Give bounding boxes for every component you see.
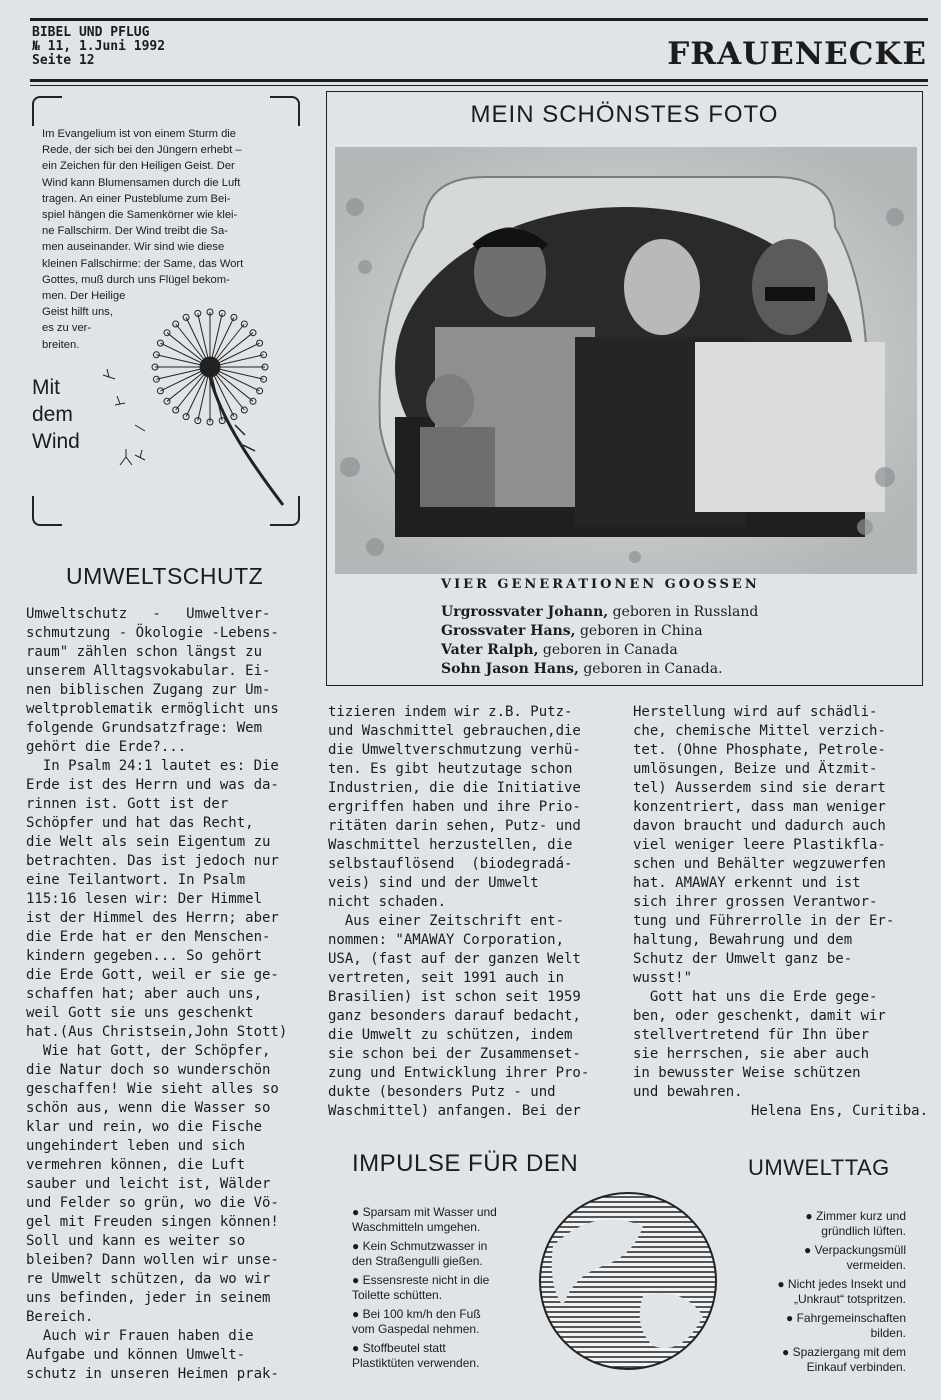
caption-name: Urgrossvater Johann,	[441, 604, 609, 620]
issue-number: № 11, 1.Juni 1992	[32, 39, 166, 54]
impulse-item-line2: bilden.	[870, 1326, 906, 1340]
impulse-item-line1	[726, 1311, 906, 1326]
impulse-item-line2: vermeiden.	[846, 1258, 906, 1272]
caption-line	[441, 641, 678, 660]
family-photo-image	[335, 147, 917, 574]
poem-line: spiel hängen die Samenkörner wie klei-	[42, 209, 238, 222]
family-photo	[335, 147, 917, 574]
article-column-3: Herstellung wird auf schädli- che, chemische Mittel verzich- tet. (Ohne Phosphate, Petrole- umlösungen, Beize und Ätzmit- tel) Ausserdem sind sie derart konzentriert, dass man weniger davon braucht und dadurch auch viel weniger leere Plastikfla- schen und Behälter wegzuwerfen hat. AMAWAY erkennt und ist sich ihrer grossen Verantwor- tung und Führerrolle in der Er- haltung, Bewahrung und dem Schutz der Umwelt ganz be- wusst!" Gott hat uns die Erde gege- ben, oder geschenkt, damit wir stellvertretend für Ihn über sie herrschen, sie aber auch in bewusster Weise schützen und bewahren. Helena Ens, Curitiba.	[633, 704, 929, 1119]
bullet-icon: ●	[352, 1341, 363, 1355]
poem-line: kleinen Fallschirme: der Same, das Wort	[42, 257, 244, 270]
impulse-item-text: Stoffbeutel statt	[362, 1341, 446, 1355]
impulse-item-line1	[352, 1307, 542, 1322]
publication-name: BIBEL UND PFLUG	[32, 25, 150, 40]
bullet-icon: ●	[777, 1277, 788, 1291]
bullet-icon: ●	[352, 1307, 363, 1321]
poem-line: tragen. An einer Pusteblume zum Bei-	[42, 192, 231, 205]
corner-bracket-bl	[32, 496, 62, 526]
impulse-item	[352, 1273, 542, 1303]
impulse-list-left	[352, 1205, 542, 1375]
caption-name: Vater Ralph,	[441, 642, 539, 658]
impulse-item-line2: vom Gaspedal nehmen.	[352, 1322, 480, 1336]
impulse-item	[726, 1277, 906, 1307]
impulse-item-text: Bei 100 km/h den Fuß	[362, 1307, 481, 1321]
impulse-item-line2: den Straßengulli gießen.	[352, 1254, 483, 1268]
globe-icon	[533, 1186, 723, 1376]
bullet-icon: ●	[782, 1345, 793, 1359]
poem-line: men auseinander. Wir sind wie diese	[42, 241, 225, 254]
impulse-item-line1	[352, 1205, 542, 1220]
impulse-item-line2: Einkauf verbinden.	[806, 1360, 906, 1374]
caption-name: Sohn Jason Hans,	[441, 661, 579, 677]
caption-detail: geboren in Russland	[608, 604, 759, 620]
impulse-item-text: Nicht jedes Insekt und	[787, 1277, 906, 1291]
header-top-rule	[30, 18, 928, 21]
header-bottom-rule-thin	[30, 85, 928, 86]
poem-line: Wind kann Blumensamen durch die Luft	[42, 176, 241, 189]
poem-line: breiten.	[42, 338, 80, 351]
caption-line	[441, 622, 703, 641]
wind-title-line: dem	[32, 403, 73, 426]
impulse-item-text: Zimmer kurz und	[815, 1209, 906, 1223]
bullet-icon: ●	[786, 1311, 797, 1325]
poem-line: es zu ver-	[42, 322, 92, 335]
impulse-item	[726, 1345, 906, 1375]
photo-box-title: MEIN SCHÖNSTES FOTO	[470, 101, 779, 128]
article-column-2: tizieren indem wir z.B. Putz- und Waschmittel gebrauchen,die die Umweltverschmutzung verhü- ten. Es gibt heutzutage schon Industrien, die die Initiative ergriffen haben und ihre Prio- ritäten darin sehen, Putz- und Waschmittel herzustellen, die selbstauflösend (biodegradá- veis) sind und der Umwelt nicht schaden. Aus einer Zeitschrift ent- nommen: "AMAWAY Corporation, USA, (fast auf der ganzen Welt vertreten, seit 1991 auch in Brasilien) ist schon seit 1959 ganz besonders darauf bedacht, die Umwelt zu schützen, indem sie schon bei der Zusammenset- zung und Entwicklung ihrer Pro- dukte (besonders Putz - und Waschmittel) anfangen. Bei der	[328, 704, 590, 1119]
impulse-heading-right: UMWELTTAG	[748, 1155, 890, 1180]
poem-line: Im Evangelium ist von einem Sturm die	[42, 128, 236, 140]
impulse-item-line1	[726, 1209, 906, 1224]
impulse-item	[726, 1243, 906, 1273]
poem-line: Geist hilft uns,	[42, 306, 113, 319]
impulse-item-text: Verpackungsmüll	[814, 1243, 906, 1257]
poem-line: Rede, der sich bei den Jüngern erhebt –	[42, 144, 242, 157]
impulse-item-line1	[726, 1243, 906, 1258]
caption-detail: geboren in China	[575, 623, 703, 639]
impulse-heading-left: IMPULSE FÜR DEN	[352, 1150, 579, 1177]
poem-line: ein Zeichen für den Heiligen Geist. Der	[42, 160, 235, 173]
article-heading: UMWELTSCHUTZ	[66, 563, 264, 589]
impulse-item-line2: „Unkraut“ totspritzen.	[793, 1292, 906, 1306]
caption-name: Grossvater Hans,	[441, 623, 576, 639]
bullet-icon: ●	[352, 1273, 363, 1287]
impulse-list-right	[726, 1209, 906, 1379]
poem-line: ne Fallschirm. Der Wind treibt die Sa-	[42, 225, 228, 238]
impulse-item	[726, 1311, 906, 1341]
impulse-item-text: Kein Schmutzwasser in	[362, 1239, 488, 1253]
wind-title	[32, 374, 80, 455]
impulse-item-line2: gründlich lüften.	[821, 1224, 906, 1238]
caption-detail: geboren in Canada	[538, 642, 678, 658]
impulse-item-text: Sparsam mit Wasser und	[362, 1205, 497, 1219]
corner-bracket-tr	[270, 96, 300, 126]
dandelion-icon	[95, 305, 295, 515]
photo-caption-title: VIER GENERATIONEN GOOSSEN	[441, 577, 760, 592]
section-title: FRAUENECKE	[667, 36, 927, 72]
impulse-item	[352, 1307, 542, 1337]
impulse-item-line1	[726, 1345, 906, 1360]
impulse-item-line1	[352, 1273, 542, 1288]
caption-detail: geboren in Canada.	[578, 661, 723, 677]
impulse-item-line1	[352, 1341, 542, 1356]
impulse-item-line1	[726, 1277, 906, 1292]
poem-line: men. Der Heilige	[42, 290, 126, 303]
bullet-icon: ●	[352, 1205, 363, 1219]
header-bottom-rule	[30, 79, 928, 82]
impulse-item	[726, 1209, 906, 1239]
impulse-item	[352, 1341, 542, 1371]
bullet-icon: ●	[805, 1209, 816, 1223]
wind-title-line: Wind	[32, 430, 80, 453]
impulse-item-line1	[352, 1239, 542, 1254]
impulse-item	[352, 1205, 542, 1235]
article-column-1: Umweltschutz - Umweltver- schmutzung - Ökologie -Lebens- raum" zählen schon längst zu unserem Alltagsvokabular. Ei- nen biblischen Zugang zur Um- weltproblematik ermöglicht uns folgende Grundsatzfrage: Wem gehört die Erde?... In Psalm 24:1 lautet es: Die Erde ist des Herrn und was da- rinnen ist. Gott ist der Schöpfer und hat das Recht, die Welt als sein Eigentum zu betrachten. Das ist jedoch nur eine Teilantwort. In Psalm 115:16 lesen wir: Der Himmel ist der Himmel des Herrn; aber die Erde hat er den Menschen- kindern gegeben... So gehört die Erde Gott, weil er sie ge- schaffen hat; aber auch uns, weil Gott sie uns geschenkt hat.(Aus Christsein,John Stott) Wie hat Gott, der Schöpfer, die Natur doch so wunderschön geschaffen! Wie sieht alles so schön aus, wenn die Wasser so klar und rein, wo die Fische ungehindert leben und sich vermehren können, die Luft sauber und leicht ist, Wälder und Felder so grün, wo die Vö- gel mit Freuden singen können! Soll und kann es weiter so bleiben? Dann wollen wir unse- re Umwelt schützen, da wo wir uns befinden, jeder in seinem Bereich. Auch wir Frauen haben die Aufgabe und können Umwelt- schutz in unseren Heimen prak-	[26, 606, 288, 1382]
poem-line: Gottes, muß durch uns Flügel bekom-	[42, 273, 230, 286]
corner-bracket-tl	[32, 96, 62, 126]
bullet-icon: ●	[804, 1243, 815, 1257]
impulse-item-text: Spaziergang mit dem	[792, 1345, 906, 1359]
impulse-item-text: Essensreste nicht in die	[362, 1273, 490, 1287]
page-number: Seite 12	[32, 53, 95, 68]
impulse-item-line2: Toilette schütten.	[352, 1288, 443, 1302]
impulse-item-line2: Waschmitteln umgehen.	[352, 1220, 481, 1234]
caption-line	[441, 603, 758, 622]
bullet-icon: ●	[352, 1239, 363, 1253]
publication-meta	[32, 26, 165, 68]
impulse-item	[352, 1239, 542, 1269]
caption-line	[441, 660, 723, 679]
wind-title-line: Mit	[32, 376, 60, 399]
impulse-item-line2: Plastiktüten verwenden.	[352, 1356, 480, 1370]
impulse-item-text: Fahrgemeinschaften	[796, 1311, 906, 1325]
